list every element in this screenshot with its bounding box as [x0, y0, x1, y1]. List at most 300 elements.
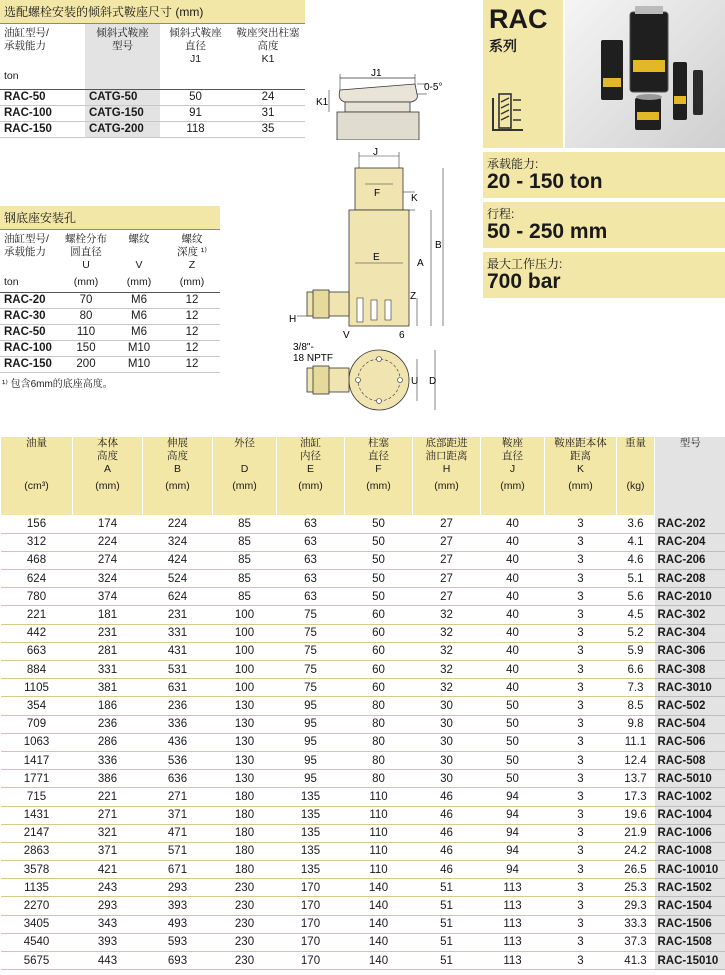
- table-cell: 24: [231, 89, 305, 105]
- table-cell: 75: [277, 679, 345, 697]
- table-cell: 27: [413, 570, 481, 588]
- table-cell: 60: [345, 642, 413, 660]
- table-cell: 94: [481, 806, 545, 824]
- table-cell: 231: [73, 624, 143, 642]
- header-line: 螺栓分布: [65, 233, 107, 245]
- table-cell: 3: [545, 806, 617, 824]
- model-cell: RAC-308: [655, 661, 725, 679]
- table-cell: 5675: [1, 952, 73, 970]
- table-cell: 3.6: [617, 515, 655, 533]
- table-cell: 40: [481, 642, 545, 660]
- table-cell: 3: [545, 515, 617, 533]
- table-cell: 27: [413, 588, 481, 606]
- table-cell: 95: [277, 715, 345, 733]
- table-cell: 4540: [1, 933, 73, 951]
- table-cell: 536: [143, 751, 213, 769]
- header-line: [4, 259, 58, 272]
- table-row: [1, 842, 725, 860]
- table-cell: 3578: [1, 861, 73, 879]
- table-cell: 3: [545, 879, 617, 897]
- header-line: 高度: [97, 450, 118, 462]
- table-cell: 180: [213, 806, 277, 824]
- table-cell: 170: [277, 933, 345, 951]
- header-line: 型号: [679, 437, 701, 449]
- table-cell: 30: [413, 733, 481, 751]
- cylinder-type-icon: [491, 88, 525, 132]
- header-line: ton: [4, 70, 19, 82]
- header-line: 伸展: [167, 437, 188, 449]
- table-cell: 50: [345, 515, 413, 533]
- header-line: V: [135, 259, 143, 271]
- table-cell: 321: [73, 824, 143, 842]
- table-cell: 180: [213, 842, 277, 860]
- table-cell: 636: [143, 770, 213, 788]
- table-row: [0, 340, 220, 356]
- table-cell: 1431: [1, 806, 73, 824]
- table-row: [1, 697, 725, 715]
- header-line: [213, 450, 276, 463]
- series-title: RAC: [489, 4, 548, 34]
- header-line: 圆直径: [70, 246, 102, 258]
- table-cell: 431: [143, 642, 213, 660]
- table-row: [1, 952, 725, 970]
- column-header: [345, 437, 413, 515]
- table-cell: 1135: [1, 879, 73, 897]
- table-cell: 324: [73, 570, 143, 588]
- table-cell: 324: [143, 533, 213, 551]
- header-line: [85, 70, 160, 83]
- table-cell: 3: [545, 697, 617, 715]
- header-line: D: [240, 463, 249, 475]
- column-header: [73, 437, 143, 515]
- table-cell: 12.4: [617, 751, 655, 769]
- table-row: [1, 588, 725, 606]
- table-cell: 51: [413, 879, 481, 897]
- table-cell: 135: [277, 824, 345, 842]
- table-cell: 100: [213, 642, 277, 660]
- header-line: 油缸型号/: [4, 233, 49, 245]
- header-line: 油口距离: [425, 450, 468, 462]
- column-header: [0, 230, 58, 292]
- table-cell: 130: [213, 770, 277, 788]
- k1-dim-label: K1: [316, 97, 329, 108]
- header-line: ton: [4, 276, 19, 288]
- table-cell: 46: [413, 842, 481, 860]
- model-cell: RAC-3010: [655, 679, 725, 697]
- model-cell: RAC-208: [655, 570, 725, 588]
- table-cell: 85: [213, 588, 277, 606]
- table-cell: 468: [1, 551, 73, 569]
- table-cell: 5.2: [617, 624, 655, 642]
- saddle-model-cell: CATG-150: [85, 105, 160, 121]
- header-line: [655, 450, 725, 463]
- table-row: [0, 324, 220, 340]
- table-cell: 140: [345, 915, 413, 933]
- column-header: [143, 437, 213, 515]
- model-cell: RAC-1006: [655, 824, 725, 842]
- table-cell: M6: [114, 308, 164, 324]
- header-line: 高度: [257, 40, 279, 52]
- base-table-body: [0, 292, 220, 372]
- table-cell: 3: [545, 588, 617, 606]
- header-line: [1, 463, 72, 476]
- table-row: [0, 89, 305, 105]
- table-cell: 12: [164, 356, 220, 372]
- table-cell: 80: [345, 751, 413, 769]
- table-cell: 221: [73, 788, 143, 806]
- table-cell: 271: [143, 788, 213, 806]
- table-cell: 100: [213, 679, 277, 697]
- table-cell: 94: [481, 788, 545, 806]
- table-cell: 85: [213, 551, 277, 569]
- header-line: (cm³): [24, 480, 49, 492]
- spec-stroke: [483, 202, 725, 248]
- model-cell: RAC-150: [0, 356, 58, 372]
- table-cell: 3: [545, 679, 617, 697]
- table-row: [1, 570, 725, 588]
- table-cell: 331: [73, 661, 143, 679]
- table-cell: 884: [1, 661, 73, 679]
- table-cell: 27: [413, 515, 481, 533]
- model-cell: RAC-304: [655, 624, 725, 642]
- table-cell: 30: [413, 751, 481, 769]
- header-line: 底部距进: [425, 437, 468, 449]
- table-cell: 51: [413, 897, 481, 915]
- table-cell: 63: [277, 533, 345, 551]
- table-cell: 12: [164, 324, 220, 340]
- table-cell: 1105: [1, 679, 73, 697]
- table-cell: 46: [413, 806, 481, 824]
- table-cell: 3: [545, 570, 617, 588]
- header-line: (mm): [73, 276, 99, 288]
- table-cell: 80: [345, 697, 413, 715]
- table-row: [1, 751, 725, 769]
- header-line: (mm): [179, 276, 205, 288]
- table-cell: 230: [213, 915, 277, 933]
- header-line: 直径: [185, 40, 206, 52]
- table-cell: 286: [73, 733, 143, 751]
- model-cell: RAC-302: [655, 606, 725, 624]
- table-cell: 671: [143, 861, 213, 879]
- spec-pressure-value: 700 bar: [487, 270, 561, 293]
- header-line: (mm): [232, 480, 257, 492]
- table-cell: 5.9: [617, 642, 655, 660]
- table-cell: 180: [213, 824, 277, 842]
- table-cell: 94: [481, 824, 545, 842]
- table-cell: 40: [481, 515, 545, 533]
- table-cell: 110: [345, 788, 413, 806]
- header-line: 直径: [502, 450, 523, 462]
- model-cell: RAC-5010: [655, 770, 725, 788]
- header-line: 外径: [234, 437, 255, 449]
- table-cell: 443: [73, 952, 143, 970]
- table-cell: 224: [73, 533, 143, 551]
- table-row: [0, 308, 220, 324]
- header-line: B: [173, 463, 181, 475]
- model-cell: RAC-506: [655, 733, 725, 751]
- table-cell: 593: [143, 933, 213, 951]
- table-cell: 3: [545, 661, 617, 679]
- table-cell: 110: [345, 861, 413, 879]
- table-cell: 29.3: [617, 897, 655, 915]
- table-cell: 393: [73, 933, 143, 951]
- table-cell: 3: [545, 842, 617, 860]
- table-cell: 31: [231, 105, 305, 121]
- table-cell: 130: [213, 697, 277, 715]
- table-cell: 3: [545, 606, 617, 624]
- table-cell: 5.6: [617, 588, 655, 606]
- table-row: [1, 533, 725, 551]
- model-cell: RAC-202: [655, 515, 725, 533]
- table-row: [1, 861, 725, 879]
- table-cell: 113: [481, 879, 545, 897]
- header-line: [231, 70, 305, 83]
- table-row: [1, 606, 725, 624]
- table-cell: 2147: [1, 824, 73, 842]
- dim-f-label: F: [374, 188, 381, 199]
- header-line: (mm): [165, 480, 190, 492]
- spec-pressure-label: 最大工作压力:: [487, 257, 563, 271]
- table-cell: 95: [277, 751, 345, 769]
- model-cell: RAC-1508: [655, 933, 725, 951]
- table-cell: 63: [277, 551, 345, 569]
- table-cell: 70: [58, 292, 114, 308]
- table-cell: 95: [277, 697, 345, 715]
- spec-pressure: [483, 252, 725, 298]
- table-cell: 624: [1, 570, 73, 588]
- model-cell: RAC-15010: [655, 952, 725, 970]
- model-cell: RAC-504: [655, 715, 725, 733]
- table-cell: 354: [1, 697, 73, 715]
- angle-label: 0-5°: [424, 82, 443, 93]
- table-cell: 709: [1, 715, 73, 733]
- header-line: K: [576, 463, 584, 475]
- table-cell: 230: [213, 879, 277, 897]
- dim-v-label: V: [343, 330, 350, 341]
- table-cell: 174: [73, 515, 143, 533]
- table-cell: 271: [73, 806, 143, 824]
- column-header: [114, 230, 164, 292]
- table-cell: 715: [1, 788, 73, 806]
- table-cell: 12: [164, 340, 220, 356]
- header-line: A: [103, 463, 111, 475]
- column-header: [1, 437, 73, 515]
- table-cell: 780: [1, 588, 73, 606]
- table-cell: 224: [143, 515, 213, 533]
- table-cell: 181: [73, 606, 143, 624]
- table-cell: 80: [345, 770, 413, 788]
- table-cell: 50: [481, 770, 545, 788]
- table-cell: 230: [213, 933, 277, 951]
- saddle-table-title: 选配螺栓安装的倾斜式鞍座尺寸 (mm): [0, 0, 305, 24]
- table-cell: 75: [277, 624, 345, 642]
- header-line: [617, 450, 654, 463]
- table-cell: 135: [277, 806, 345, 824]
- column-header: [413, 437, 481, 515]
- table-cell: 236: [73, 715, 143, 733]
- header-line: 鞍座突出柱塞: [236, 27, 300, 39]
- table-cell: 336: [73, 751, 143, 769]
- table-cell: 4.1: [617, 533, 655, 551]
- model-cell: RAC-100: [0, 340, 58, 356]
- table-cell: 60: [345, 661, 413, 679]
- table-cell: 80: [345, 715, 413, 733]
- model-cell: RAC-10010: [655, 861, 725, 879]
- header-line: [114, 246, 164, 259]
- dim-d-label: D: [429, 376, 437, 387]
- table-row: [1, 642, 725, 660]
- table-cell: 371: [73, 842, 143, 860]
- series-subtitle: 系列: [489, 38, 517, 54]
- table-cell: 693: [143, 952, 213, 970]
- column-header: [85, 24, 160, 89]
- table-cell: 343: [73, 915, 143, 933]
- table-row: [1, 551, 725, 569]
- table-cell: 50: [345, 570, 413, 588]
- table-row: [0, 121, 305, 137]
- main-spec-table: [0, 437, 725, 970]
- table-cell: 180: [213, 861, 277, 879]
- table-cell: 3: [545, 751, 617, 769]
- table-cell: 12: [164, 308, 220, 324]
- column-header: [545, 437, 617, 515]
- header-line: 螺纹: [181, 233, 203, 245]
- table-cell: 17.3: [617, 788, 655, 806]
- table-cell: 40: [481, 533, 545, 551]
- table-row: [1, 624, 725, 642]
- table-cell: 95: [277, 770, 345, 788]
- table-cell: 51: [413, 915, 481, 933]
- table-cell: 40: [481, 606, 545, 624]
- base-table-title: 钢底座安装孔: [0, 206, 220, 230]
- table-cell: 50: [345, 533, 413, 551]
- header-line: (mm): [95, 480, 120, 492]
- table-cell: 140: [345, 897, 413, 915]
- table-cell: 30: [413, 697, 481, 715]
- model-cell: RAC-306: [655, 642, 725, 660]
- table-cell: 236: [143, 697, 213, 715]
- table-cell: 3: [545, 533, 617, 551]
- table-cell: 156: [1, 515, 73, 533]
- table-cell: 32: [413, 679, 481, 697]
- header-line: Z: [188, 259, 196, 271]
- column-header: [164, 230, 220, 292]
- table-cell: 293: [143, 879, 213, 897]
- table-cell: 493: [143, 915, 213, 933]
- dim-k-label: K: [411, 193, 418, 204]
- model-cell: RAC-50: [0, 324, 58, 340]
- header-line: 油缸型号/: [4, 27, 49, 39]
- table-cell: 631: [143, 679, 213, 697]
- table-cell: 8.5: [617, 697, 655, 715]
- table-row: [1, 679, 725, 697]
- model-cell: RAC-30: [0, 308, 58, 324]
- table-cell: 170: [277, 897, 345, 915]
- table-cell: 63: [277, 570, 345, 588]
- table-cell: 2863: [1, 842, 73, 860]
- table-cell: 85: [213, 515, 277, 533]
- saddle-dimension-table: [0, 0, 305, 138]
- header-line: (mm): [126, 276, 152, 288]
- table-cell: M6: [114, 292, 164, 308]
- table-row: [1, 788, 725, 806]
- header-line: 油量: [26, 437, 47, 449]
- spec-capacity: [483, 152, 725, 198]
- table-cell: 3: [545, 642, 617, 660]
- table-cell: 80: [345, 733, 413, 751]
- table-cell: 293: [73, 897, 143, 915]
- table-cell: 113: [481, 952, 545, 970]
- model-cell: RAC-1504: [655, 897, 725, 915]
- table-cell: 3: [545, 933, 617, 951]
- table-cell: 1063: [1, 733, 73, 751]
- header-line: (mm): [434, 480, 459, 492]
- spec-stroke-label: 行程:: [487, 207, 515, 221]
- table-cell: 46: [413, 824, 481, 842]
- header-line: K1: [261, 53, 275, 65]
- series-header: [483, 0, 563, 148]
- table-cell: 27: [413, 551, 481, 569]
- header-line: (mm): [298, 480, 323, 492]
- table-cell: 135: [277, 842, 345, 860]
- table-cell: 75: [277, 606, 345, 624]
- dim-z-label: Z: [410, 291, 417, 302]
- table-cell: 2270: [1, 897, 73, 915]
- table-cell: 100: [213, 606, 277, 624]
- table-cell: 312: [1, 533, 73, 551]
- table-cell: 3: [545, 861, 617, 879]
- spec-stroke-value: 50 - 250 mm: [487, 220, 608, 243]
- table-cell: 180: [213, 788, 277, 806]
- table-cell: 200: [58, 356, 114, 372]
- table-cell: 1417: [1, 751, 73, 769]
- table-cell: 75: [277, 642, 345, 660]
- table-cell: 663: [1, 642, 73, 660]
- table-cell: 85: [213, 570, 277, 588]
- header-line: [85, 53, 160, 66]
- port-label-2: 18 NPTF: [293, 353, 334, 364]
- table-cell: 381: [73, 679, 143, 697]
- table-cell: 531: [143, 661, 213, 679]
- base-table-header: [0, 230, 220, 292]
- table-row: [1, 824, 725, 842]
- header-line: 型号: [112, 40, 133, 52]
- table-cell: 100: [213, 661, 277, 679]
- table-cell: 4.5: [617, 606, 655, 624]
- product-photo: [565, 0, 725, 148]
- column-header: [58, 230, 114, 292]
- column-header: [481, 437, 545, 515]
- table-cell: 3: [545, 824, 617, 842]
- table-cell: 571: [143, 842, 213, 860]
- table-cell: 221: [1, 606, 73, 624]
- table-cell: 95: [277, 733, 345, 751]
- table-cell: 3: [545, 624, 617, 642]
- table-row: [1, 661, 725, 679]
- table-cell: 50: [345, 551, 413, 569]
- table-cell: 94: [481, 861, 545, 879]
- table-cell: 50: [160, 89, 231, 105]
- table-cell: 3: [545, 915, 617, 933]
- header-line: 倾斜式鞍座: [96, 27, 149, 39]
- table-cell: 6.6: [617, 661, 655, 679]
- table-cell: 60: [345, 624, 413, 642]
- table-cell: 5.1: [617, 570, 655, 588]
- header-line: 柱塞: [368, 437, 389, 449]
- table-cell: M6: [114, 324, 164, 340]
- j1-dim-label: J1: [371, 68, 382, 79]
- header-line: 距离: [570, 450, 591, 462]
